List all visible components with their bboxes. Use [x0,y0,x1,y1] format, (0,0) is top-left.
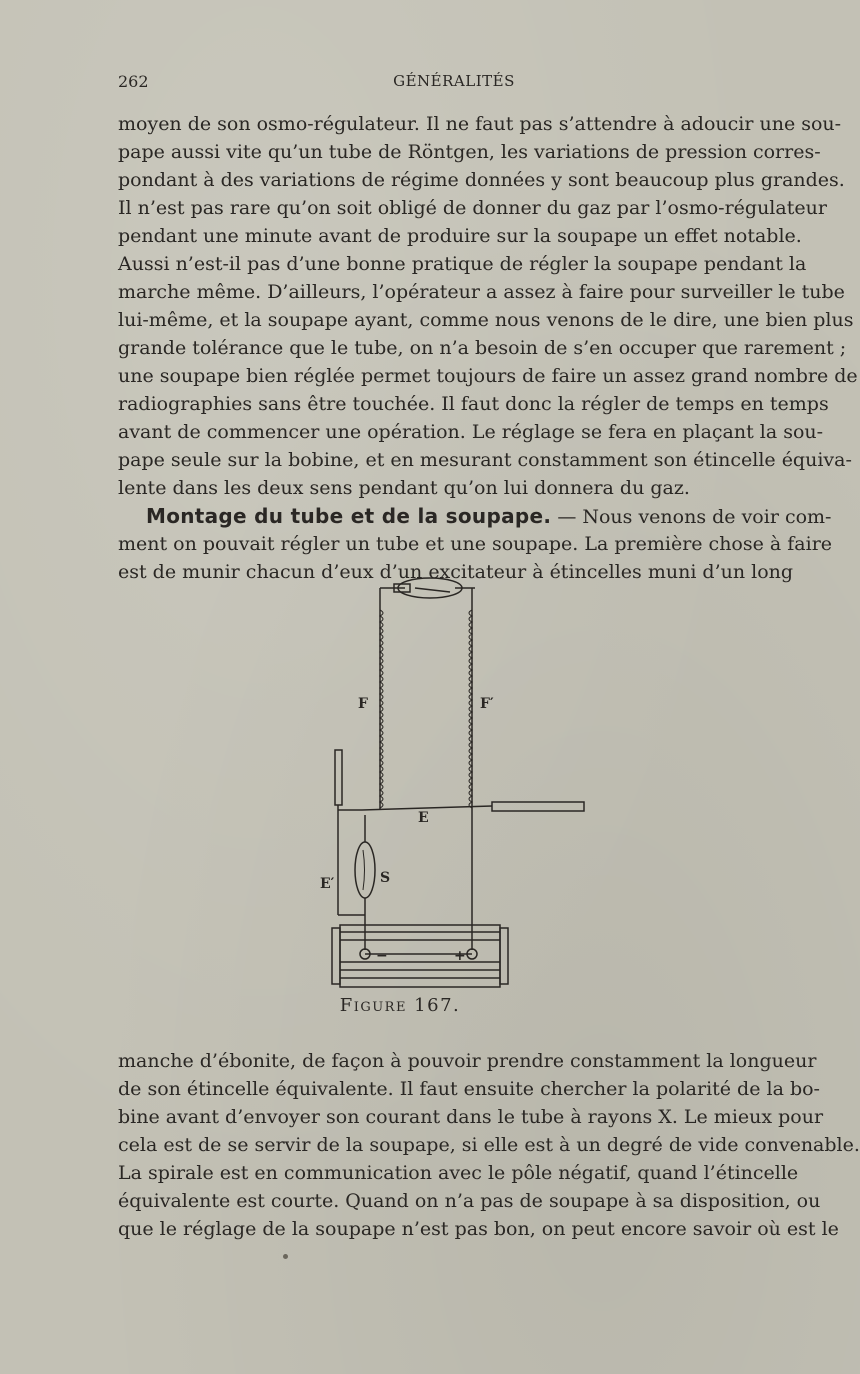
text-line: Aussi n’est-il pas d’une bonne pratique de régler la soupape pendant la [118,253,807,275]
section-heading-rest: — Nous venons de voir com- [557,506,832,528]
text-line: moyen de son osmo-régulateur. Il ne faut pas s’attendre à adoucir une sou- [118,113,842,135]
text-line: bine avant d’envoyer son courant dans le tube à rayons X. Le mieux pour [118,1106,824,1128]
text-line: est de munir chacun d’eux d’un excitateur à étincelles muni d’un long [118,561,794,583]
text-line: La spirale est en communication avec le pôle négatif, quand l’étincelle [118,1162,799,1184]
xray-tube-icon [398,578,462,598]
text-line: pondant à des variations de régime données y sont beaucoup plus grandes. [118,169,845,191]
label-plus: + [454,948,466,964]
text-line: pape seule sur la bobine, et en mesurant constamment son étincelle équiva- [118,449,852,471]
section-heading-line [146,503,832,529]
figure-167-diagram [310,570,610,990]
text-line: radiographies sans être touchée. Il faut donc la régler de temps en temps [118,393,829,415]
text-line: pendant une minute avant de produire sur la soupape un effet notable. [118,225,802,247]
page-number: 262 [118,72,149,91]
text-line: lui-même, et la soupape ayant, comme nous venons de le dire, une bien plus [118,309,854,331]
text-line: manche d’ébonite, de façon à pouvoir prendre constamment la longueur [118,1050,817,1072]
text-line: pape aussi vite qu’un tube de Röntgen, les variations de pression corres- [118,141,821,163]
label-S: S [380,870,391,886]
label-F: F [358,696,368,712]
text-line: de son étincelle équivalente. Il faut ensuite chercher la polarité de la bo- [118,1078,820,1100]
paper-speck [283,1254,288,1259]
text-line: Il n’est pas rare qu’on soit obligé de donner du gaz par l’osmo-régulateur [118,197,827,219]
label-minus: − [376,948,388,964]
page-header [118,72,790,94]
text-line: cela est de se servir de la soupape, si elle est à un degré de vide convenable. [118,1134,860,1156]
text-line: ment on pouvait régler un tube et une soupape. La première chose à faire [118,533,833,555]
label-E-prime: E′ [320,876,335,892]
apparatus-diagram [310,570,610,990]
label-E: E [418,810,429,826]
text-line: équivalente est courte. Quand on n’a pas de soupape à sa disposition, ou [118,1190,821,1212]
text-line: que le réglage de la soupape n’est pas bon, on peut encore savoir où est le [118,1218,839,1240]
label-F-prime: F′ [480,696,494,712]
section-heading: Montage du tube et de la soupape. [146,504,552,528]
text-line: marche même. D’ailleurs, l’opérateur a assez à faire pour surveiller le tube [118,281,845,303]
text-line: grande tolérance que le tube, on n’a besoin de s’en occuper que rarement ; [118,337,847,359]
figure-caption: Figure 167. [339,995,461,1016]
text-line: avant de commencer une opération. Le réglage se fera en plaçant la sou- [118,421,824,443]
text-line: une soupape bien réglée permet toujours de faire un assez grand nombre de [118,365,858,387]
text-line: lente dans les deux sens pendant qu’on lui donnera du gaz. [118,477,690,499]
running-title: GÉNÉRALITÉS [393,72,515,90]
